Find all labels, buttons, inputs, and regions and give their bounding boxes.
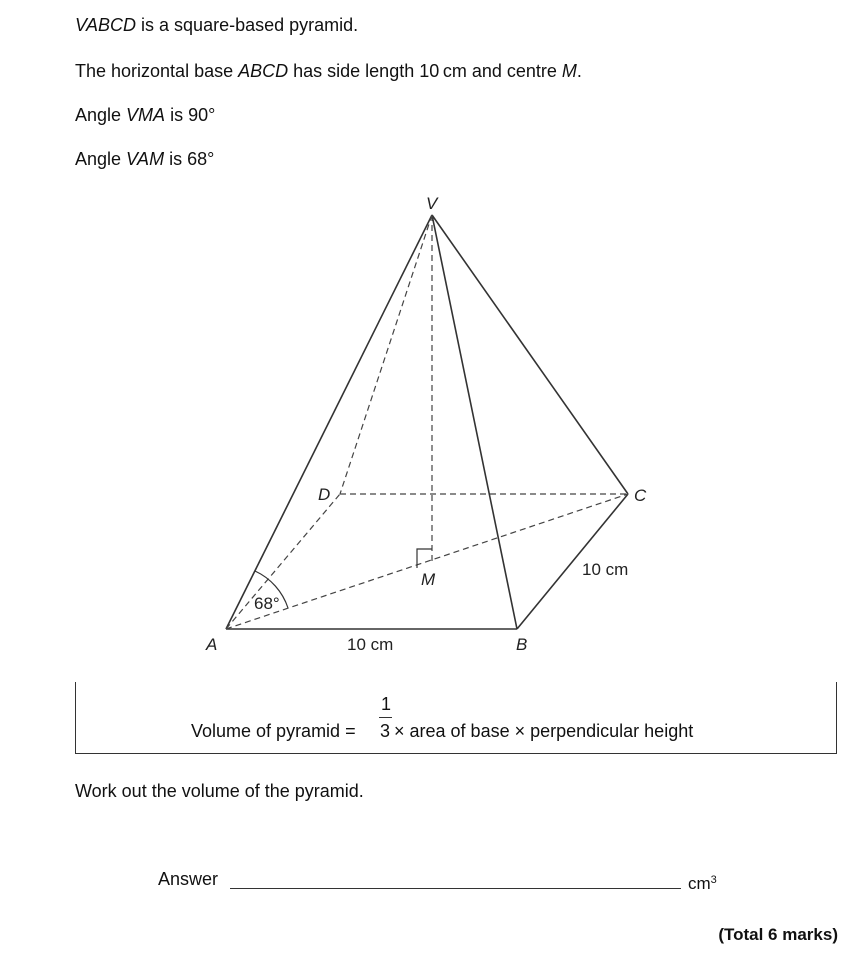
- formula-prefix: Volume of pyramid =: [191, 721, 356, 741]
- pyramid-name: VABCD: [75, 15, 137, 35]
- answer-label: Answer: [158, 869, 219, 889]
- edge-vb: [432, 215, 517, 629]
- statement-text: is a square-based pyramid.: [136, 15, 359, 35]
- statement-text: The horizontal base: [75, 61, 239, 81]
- vertex-label-b: B: [516, 635, 528, 654]
- formula-suffix: × area of base × perpendicular height: [394, 721, 694, 741]
- angle-name: VMA: [126, 105, 166, 125]
- angle-name: VAM: [126, 149, 165, 169]
- fraction-bar: [379, 717, 392, 718]
- statement-text: has side length 10 cm and centre: [288, 61, 562, 81]
- side-label-ab: 10 cm: [347, 635, 394, 654]
- point-label-m: M: [421, 570, 436, 589]
- task-instruction: Work out the volume of the pyramid.: [75, 781, 364, 801]
- statement-text: is 68°: [164, 149, 215, 169]
- edge-va: [226, 215, 432, 629]
- vertex-label-c: C: [634, 486, 647, 505]
- fraction-numerator: 1: [381, 694, 392, 714]
- side-label-bc: 10 cm: [582, 560, 629, 579]
- vertex-label-a: A: [206, 635, 218, 654]
- statement-text: .: [576, 61, 582, 81]
- statement-text: Angle: [75, 105, 127, 125]
- vertex-label-v: V: [426, 194, 438, 213]
- statement-text: Angle: [75, 149, 127, 169]
- right-angle-marker: [417, 549, 432, 568]
- vertex-label-d: D: [318, 485, 331, 504]
- formula-box: [75, 682, 837, 754]
- unit-text: cm: [688, 874, 711, 893]
- fraction-denominator: 3: [380, 721, 391, 741]
- total-marks: (Total 6 marks): [718, 925, 838, 944]
- base-name: ABCD: [238, 61, 289, 81]
- answer-unit: [688, 869, 717, 895]
- unit-power: 3: [710, 874, 717, 886]
- centre-name: M: [561, 61, 577, 81]
- edge-vd-hidden: [340, 215, 432, 494]
- answer-input-line[interactable]: [230, 888, 681, 889]
- angle-label-68: 68°: [254, 594, 280, 613]
- diagonal-ac-hidden: [226, 494, 628, 629]
- statement-text: is 90°: [165, 105, 216, 125]
